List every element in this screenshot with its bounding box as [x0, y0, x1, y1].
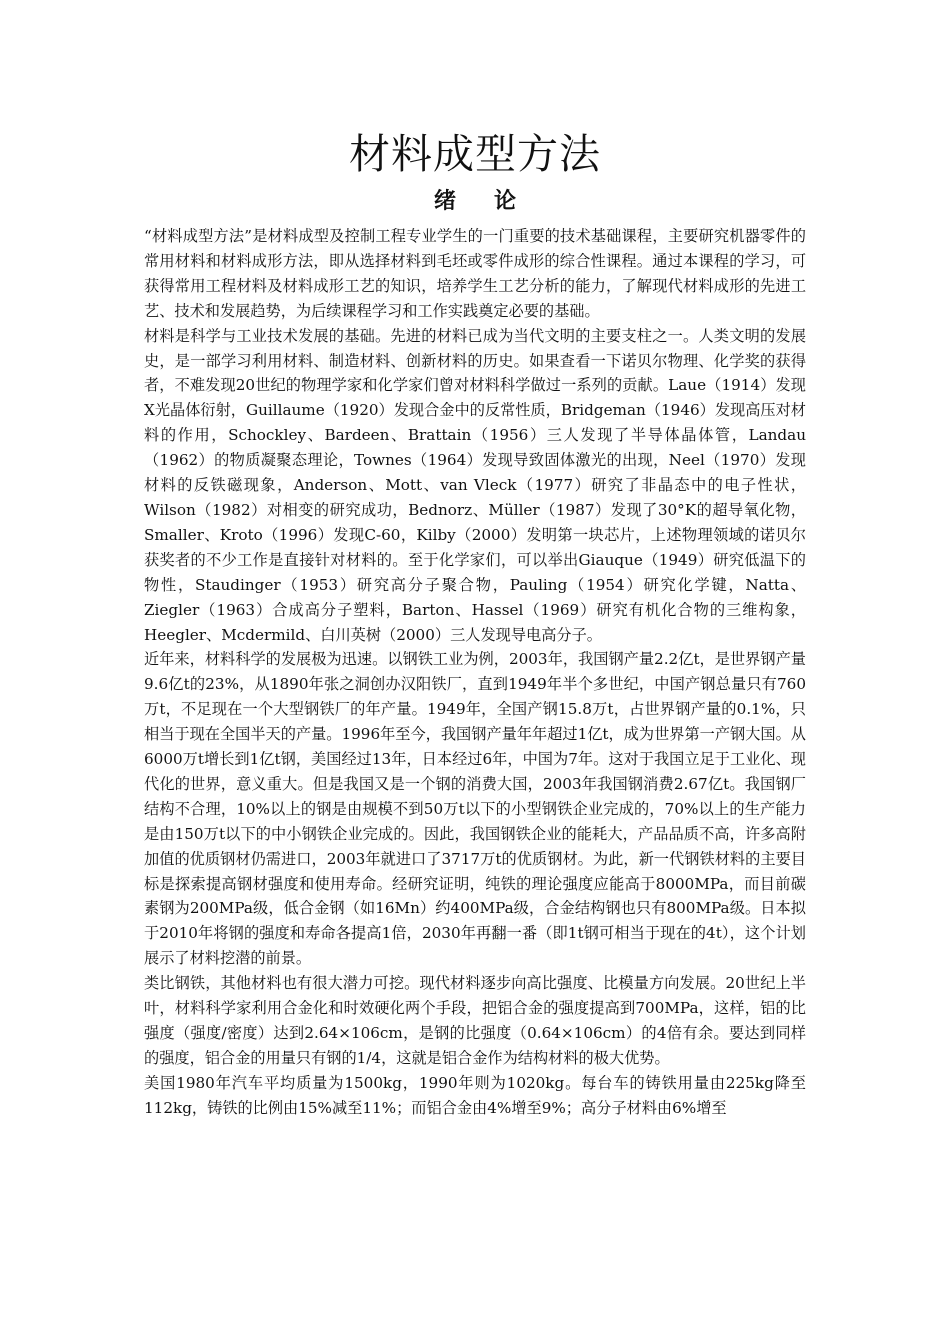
paragraph-5: 美国1980年汽车平均质量为1500kg，1990年则为1020kg。每台车的铸铁用量由225kg降至112kg，铸铁的比例由15%减至11%；而铝合金由4%增至9%；高分子材料由6%增至	[144, 1073, 806, 1117]
section-heading	[0, 187, 950, 217]
paragraph-2: 材料是科学与工业技术发展的基础。先进的材料已成为当代文明的主要支柱之一。人类文明的发展史，是一部学习利用材料、制造材料、创新材料的历史。如果查看一下诺贝尔物理、化学奖的获得者，不难发现20世纪的物理学家和化学家们曾对材料科学做过一系列的贡献。Laue（1914）发现X光晶体衍射，Guillaume（1920）发现合金中的反常性质，Bridgeman（1946）发现高压对材料的作用，Schockley、Bardeen、Brattain（1956）三人发现了半导体晶体管，Landau（1962）的物质凝聚态理论，Townes（1964）发现导致固体激光的出现，Neel（1970）发现材料的反铁磁现象，Anderson、Mott、van Vleck（1977）研究了非晶态中的电子性状，Wilson（1982）对相变的研究成功，Bednorz、Müller（1987）发现了30°K的超导氧化物，Smaller、Kroto（1996）发现C-60，Kilby（2000）发明第一块芯片，上述物理领域的诺贝尔获奖者的不少工作是直接针对材料的。至于化学家们，可以举出Giauque（1949）研究低温下的物性，Staudinger（1953）研究高分子聚合物，Pauling（1954）研究化学键，Natta、Ziegler（1963）合成高分子塑料，Barton、Hassel（1969）研究有机化合物的三维构象，Heegler、Mcdermild、白川英树（2000）三人发现导电高分子。	[144, 326, 806, 644]
body-text	[144, 224, 806, 1121]
paragraph-1: “材料成型方法”是材料成型及控制工程专业学生的一门重要的技术基础课程，主要研究机器零件的常用材料和材料成形方法，即从选择材料到毛坯或零件成形的综合性课程。通过本课程的学习，可获得常用工程材料及材料成形工艺的知识，培养学生工艺分析的能力，了解现代材料成形的先进工艺、技术和发展趋势，为后续课程学习和工作实践奠定必要的基础。	[144, 227, 806, 320]
section-heading-char-1: 绪	[433, 189, 456, 214]
section-heading-char-2: 论	[494, 189, 517, 214]
page-title: 材料成型方法	[349, 130, 601, 178]
paragraph-4: 类比钢铁，其他材料也有很大潜力可挖。现代材料逐步向高比强度、比模量方向发展。20世纪上半叶，材料科学家利用合金化和时效硬化两个手段，把铝合金的强度提高到700MPa，这样，铝的比强度（强度/密度）达到2.64×106cm，是钢的比强度（0.64×106cm）的4倍有余。要达到同样的强度，铝合金的用量只有钢的1/4，这就是铝合金作为结构材料的极大优势。	[144, 974, 806, 1067]
paragraph-3: 近年来，材料科学的发展极为迅速。以钢铁工业为例，2003年，我国钢产量2.2亿t，是世界钢产量9.6亿t的23%，从1890年张之洞创办汉阳铁厂，直到1949年半个多世纪，中国产钢总量只有760万t，不足现在一个大型钢铁厂的年产量。1949年，全国产钢15.8万t，占世界钢产量的0.1%，只相当于现在全国半天的产量。1996年至今，我国钢产量年年超过1亿t，成为世界第一产钢大国。从6000万t增长到1亿t钢，美国经过13年，日本经过6年，中国为7年。这对于我国立足于工业化、现代化的世界，意义重大。但是我国又是一个钢的消费大国，2003年我国钢消费2.67亿t。我国钢厂结构不合理，10%以上的钢是由规模不到50万t以下的小型钢铁企业完成的，70%以上的生产能力是由150万t以下的中小钢铁企业完成的。因此，我国钢铁企业的能耗大，产品品质不高，许多高附加值的优质钢材仍需进口，2003年就进口了3717万t的优质钢材。为此，新一代钢铁材料的主要目标是探索提高钢材强度和使用寿命。经研究证明，纯铁的理论强度应能高于8000MPa，而目前碳素钢为200MPa级，低合金钢（如16Mn）约400MPa级，合金结构钢也只有800MPa级。日本拟于2010年将钢的强度和寿命各提高1倍，2030年再翻一番（即1t钢可相当于现在的4t），这个计划展示了材料挖潜的前景。	[144, 650, 806, 968]
